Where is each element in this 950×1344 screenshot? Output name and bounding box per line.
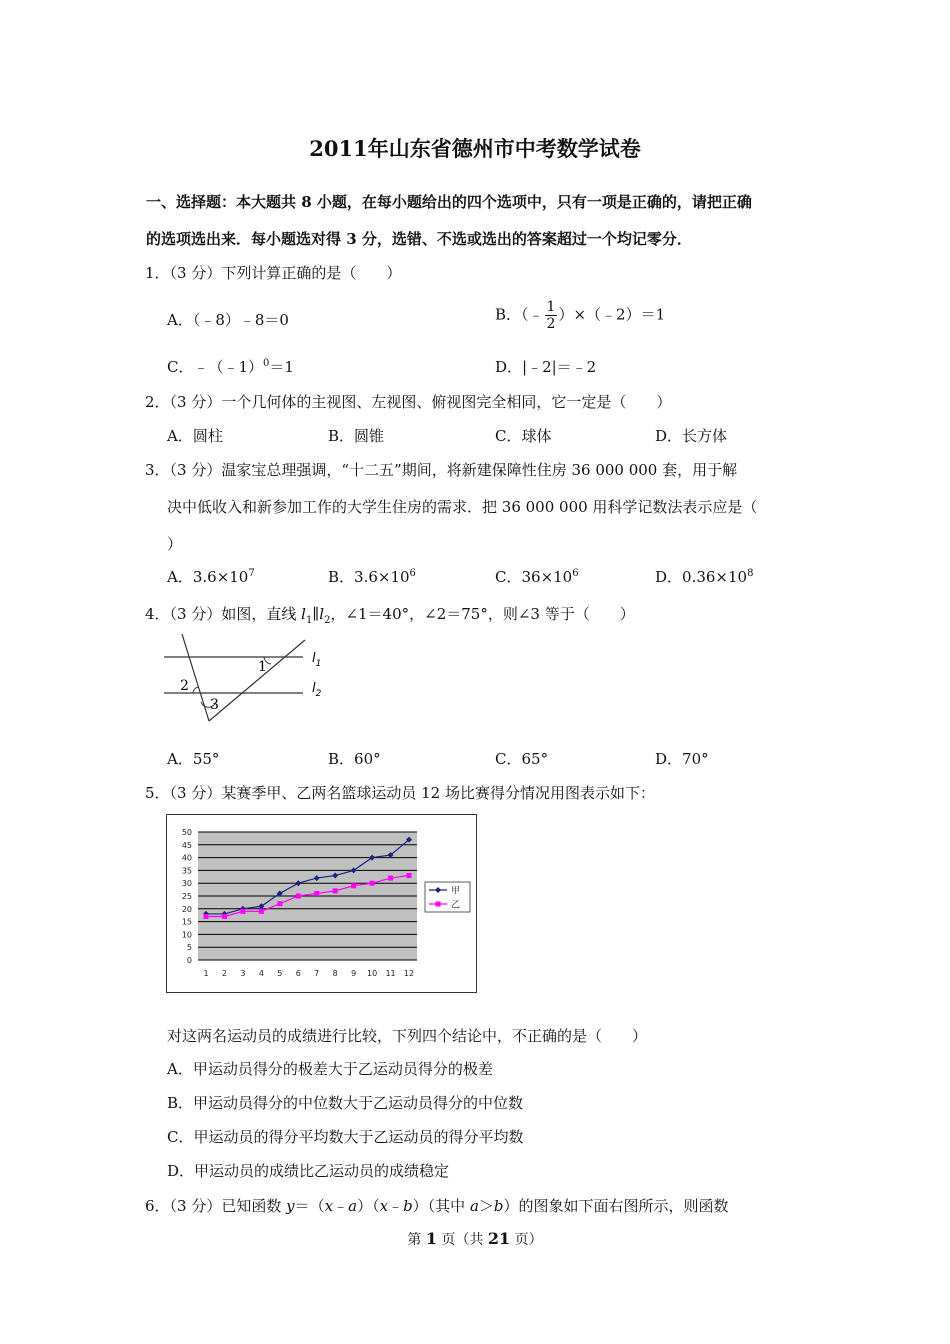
y-tick-label: 40 (181, 853, 192, 863)
q5-compare-prompt: 对这两名运动员的成绩进行比较，下列四个结论中，不正确的是（ ） (167, 1027, 648, 1045)
question-3-line3: ） (167, 535, 183, 553)
q5-option-c: C．甲运动员的得分平均数大于乙运动员的得分平均数 (167, 1128, 524, 1146)
q1-b-suffix: ）×（﹣2）＝1 (558, 305, 666, 324)
data-point (240, 909, 245, 914)
data-point (370, 881, 375, 886)
q6-var-x: x (379, 1197, 389, 1215)
y-tick-label: 5 (186, 943, 192, 953)
q1-c-suffix: ＝1 (269, 358, 294, 376)
q1-option-c (167, 356, 294, 377)
q6-part: ）的图象如下面右图所示，则函数 (503, 1197, 729, 1215)
q1-b-denominator: 2 (546, 316, 556, 332)
data-point (314, 891, 319, 896)
data-point (388, 876, 393, 881)
question-3-line1: 3．（3 分）温家宝总理强调，“十二五”期间，将新建保障性住房 36 000 000 套，用于解 (145, 461, 738, 479)
data-point (407, 873, 412, 878)
q2-option-a: A．圆柱 (167, 427, 223, 445)
q6-part: ﹣ (333, 1197, 349, 1215)
q6-var-b: b (403, 1197, 413, 1215)
data-point (296, 894, 301, 899)
q6-var-b: b (493, 1197, 504, 1215)
x-tick-label: 11 (385, 969, 396, 978)
q3-a-base: A．3.6×10 (167, 568, 249, 586)
q4-parallel: ∥ (312, 605, 320, 623)
q1-b-fraction (545, 299, 558, 332)
chart-legend (425, 882, 470, 912)
question-2-stem: 2．（3 分）一个几何体的主视图、左视图、俯视图完全相同，它一定是（ ） (145, 393, 672, 411)
page-title: 2011年山东省德州市中考数学试卷 (309, 136, 641, 161)
q1-b-prefix: B．（﹣ (495, 305, 544, 324)
x-tick-label: 12 (403, 969, 415, 978)
footer-suffix: 页） (510, 1232, 543, 1248)
q4-option-a: A．55° (167, 750, 220, 768)
q4-stem-prefix: 4．（3 分）如图，直线 (145, 605, 302, 623)
label-l2: $l_2$ (312, 681, 322, 699)
label-angle-1: 1 (258, 659, 267, 675)
q1-b-numerator: 1 (546, 299, 556, 315)
x-tick-label: 5 (277, 969, 283, 978)
q6-var-a: a (469, 1197, 479, 1215)
q1-c-prefix: C．﹣（﹣1） (167, 358, 264, 376)
q3-option-a (167, 566, 255, 587)
data-point (333, 888, 338, 893)
legend-marker (436, 902, 441, 907)
q3-option-c (495, 566, 579, 587)
q3-option-b (328, 566, 416, 587)
x-tick-label: 2 (221, 969, 228, 978)
q6-part: ＞ (478, 1197, 494, 1215)
data-point (277, 901, 282, 906)
y-tick-label: 0 (186, 956, 192, 965)
q3-b-base: B．3.6×10 (328, 568, 410, 586)
x-tick-label: 9 (351, 969, 357, 978)
q4-l-2: l (319, 605, 325, 623)
footer-page-number: 1 (425, 1229, 437, 1248)
y-tick-label: 50 (181, 828, 192, 837)
q3-a-exponent: 7 (248, 568, 255, 579)
transversal-right (209, 640, 305, 721)
q2-option-d: D．长方体 (655, 427, 728, 445)
y-tick-label: 20 (181, 904, 192, 914)
q4-sub-1: 1 (305, 615, 313, 626)
y-tick-label: 45 (181, 840, 192, 850)
x-tick-label: 7 (314, 969, 320, 978)
data-point (351, 883, 356, 888)
q3-c-exponent: 6 (572, 568, 579, 579)
question-5-stem: 5．（3 分）某赛季甲、乙两名篮球运动员 12 场比赛得分情况用图表示如下： (145, 784, 655, 802)
q6-part: ）（ (357, 1197, 380, 1215)
q6-var-a: a (348, 1197, 358, 1215)
y-tick-label: 10 (181, 930, 192, 940)
q3-d-exponent: 8 (747, 568, 754, 579)
q3-b-exponent: 6 (409, 568, 416, 579)
data-point (222, 914, 227, 919)
y-tick-label: 30 (181, 879, 192, 889)
q1-option-d: D．|﹣2|＝﹣2 (495, 358, 597, 376)
footer-mid: 页（共 (436, 1232, 488, 1248)
q6-part: ）（其中 (412, 1197, 470, 1215)
label-angle-3: 3 (210, 697, 219, 713)
q3-c-base: C．36×10 (495, 568, 573, 586)
q1-c-exponent: 0 (263, 358, 270, 369)
q6-var-y: y (286, 1197, 295, 1215)
legend-label: 乙 (451, 900, 461, 911)
q6-part: ﹣ (388, 1197, 404, 1215)
data-point (259, 909, 264, 914)
q3-option-d (655, 566, 753, 587)
q6-var-x: x (324, 1197, 334, 1215)
q4-option-b: B．60° (328, 750, 381, 768)
question-1-stem: 1．（3 分）下列计算正确的是（ ） (145, 264, 402, 282)
q5-score-line-chart (166, 814, 478, 994)
x-tick-label: 3 (240, 969, 246, 978)
q4-geometry-figure (160, 630, 340, 726)
x-tick-label: 1 (203, 969, 209, 978)
q5-option-b: B．甲运动员得分的中位数大于乙运动员得分的中位数 (167, 1094, 524, 1112)
legend-label: 甲 (451, 886, 461, 897)
q4-sub-2: 2 (324, 615, 331, 626)
section-instructions-line1: 一、选择题：本大题共 8 小题，在每小题给出的四个选项中，只有一项是正确的，请把正确 (146, 193, 752, 211)
q4-l-1: l (301, 605, 306, 623)
footer-total-pages: 21 (487, 1229, 511, 1248)
q4-option-d: D．70° (655, 750, 709, 768)
q1-option-a: A．（﹣8）﹣8＝0 (167, 311, 289, 329)
question-3-line2: 决中低收入和新参加工作的大学生住房的需求．把 36 000 000 用科学记数法表示应是（ (167, 498, 758, 516)
page-footer (0, 1229, 950, 1249)
q5-option-d: D．甲运动员的成绩比乙运动员的成绩稳定 (167, 1162, 450, 1180)
x-tick-label: 4 (258, 969, 264, 978)
y-tick-label: 15 (181, 917, 192, 927)
angle-2-arc (193, 687, 198, 693)
q3-d-base: D．0.36×10 (655, 568, 748, 586)
footer-prefix: 第 (407, 1232, 426, 1248)
data-point (204, 914, 209, 919)
q6-part: 6．（3 分）已知函数 (145, 1197, 287, 1215)
y-tick-label: 25 (181, 892, 192, 901)
section-instructions-line2: 的选项选出来．每小题选对得 3 分，选错、不选或选出的答案超过一个均记零分． (146, 230, 692, 248)
y-tick-label: 35 (181, 866, 192, 876)
q4-stem-suffix: ，∠1＝40°，∠2＝75°，则∠3 等于（ ） (330, 605, 635, 623)
x-tick-label: 6 (295, 969, 301, 978)
q5-option-a: A．甲运动员得分的极差大于乙运动员得分的极差 (167, 1060, 493, 1078)
question-4-stem (145, 603, 635, 626)
q4-option-c: C．65° (495, 750, 549, 768)
q6-part: ＝（ (294, 1197, 325, 1215)
label-angle-2: 2 (180, 678, 189, 694)
q1-option-b (495, 299, 665, 332)
label-l1: $l_1$ (312, 651, 322, 669)
q2-option-b: B．圆锥 (328, 427, 385, 445)
question-6-stem (145, 1195, 729, 1216)
x-tick-label: 8 (332, 969, 338, 978)
q2-option-c: C．球体 (495, 427, 552, 445)
x-tick-label: 10 (366, 969, 378, 978)
